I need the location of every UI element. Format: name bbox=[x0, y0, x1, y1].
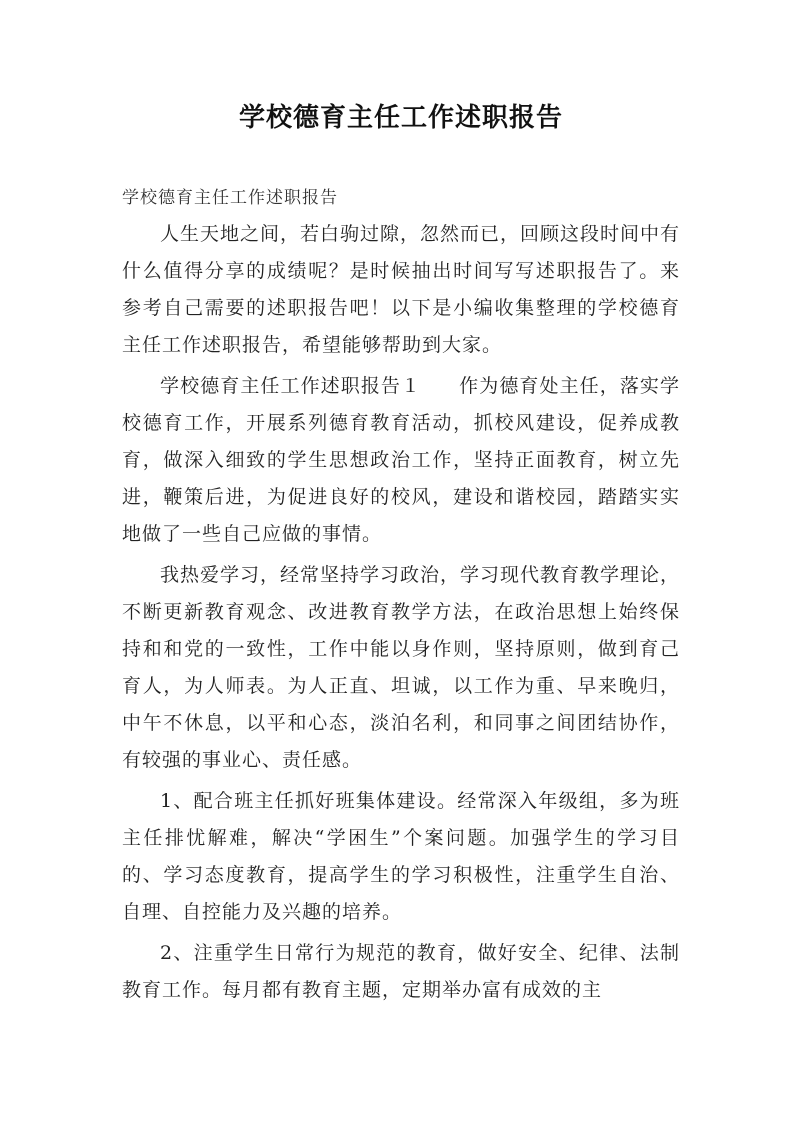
section-heading: 学校德育主任工作述职报告１ bbox=[160, 375, 422, 397]
section-1-body: 作为德育处主任，落实学校德育工作，开展系列德育教育活动，抓校风建设，促养成教育，做深入细致的学生思想政治工作，坚持正面教育，树立先进，鞭策后进，为促进良好的校风，建设和谐校园，踏踏实实地做了一些自己应做的事情。 bbox=[122, 375, 680, 545]
paragraph-intro: 人生天地之间，若白驹过隙，忽然而已，回顾这段时间中有什么值得分享的成绩呢？是时候抽出时间写写述职报告了。来参考自己需要的述职报告吧！以下是小编收集整理的学校德育主任工作述职报告，希望能够帮助到大家。 bbox=[122, 223, 681, 356]
paragraph-study: 我热爱学习，经常坚持学习政治，学习现代教育教学理论，不断更新教育观念、改进教育教学方法，在政治思想上始终保持和和党的一致性，工作中能以身作则，坚持原则，做到育己育人，为人师表。为人正直、坦诚，以工作为重、早来晚归，中午不休息，以平和心态，淡泊名利，和同事之间团结协作，有较强的事业心、责任感。 bbox=[122, 564, 681, 771]
paragraph-item-1: 1、配合班主任抓好班集体建设。经常深入年级组，多为班主任排忧解难，解决“学困生”个案问题。加强学生的学习目的、学习态度教育，提高学生的学习积极性，注重学生自治、自理、自控能力及兴趣的培养。 bbox=[122, 790, 680, 923]
document-title: 学校德育主任工作述职报告 bbox=[238, 103, 563, 133]
paragraph-item-2: 2、注重学生日常行为规范的教育，做好安全、纪律、法制教育工作。每月都有教育主题，定期举办富有成效的主 bbox=[122, 942, 680, 1001]
document-subtitle: 学校德育主任工作述职报告 bbox=[122, 188, 338, 208]
paragraph-section-1 bbox=[122, 368, 680, 553]
